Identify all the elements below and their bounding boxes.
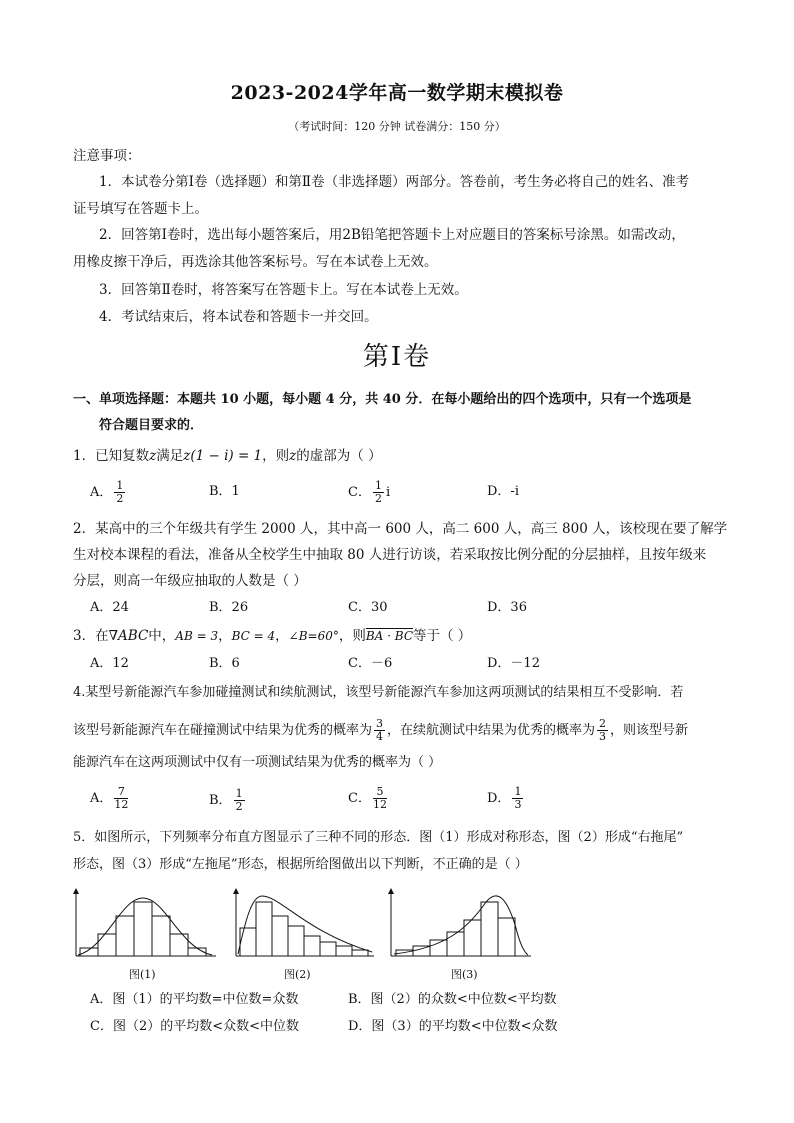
numerator: 3 [376, 717, 384, 730]
q3-option-c[interactable]: C．－6 [348, 656, 393, 671]
fraction [373, 786, 387, 811]
figure-3-caption: 图(3) [451, 968, 478, 981]
question-2-cont: 分层，则高一年级应抽取的人数是（ ） [73, 573, 307, 589]
bar [134, 902, 152, 956]
q1-text: 1．已知复数 [73, 448, 150, 464]
q1-option-c[interactable] [348, 480, 390, 505]
option-label: C． [348, 791, 371, 806]
volume-heading: 第Ⅰ卷 [362, 342, 432, 372]
denominator: 12 [372, 798, 387, 811]
q3-text: ， [218, 628, 232, 644]
notice-item-4: 4．考试结束后，将本试卷和答题卡一并交回。 [99, 309, 378, 325]
notice-heading: 注意事项： [73, 148, 141, 164]
q3-option-a[interactable]: A．12 [90, 656, 129, 671]
bar [240, 928, 256, 956]
q3-option-b[interactable]: B．6 [209, 656, 240, 671]
q3-vector-product: BA · BC [365, 629, 413, 643]
bar [304, 936, 320, 956]
q1-text: 满足 [156, 448, 184, 464]
page-title: 2023-2024学年高一数学期末模拟卷 [230, 82, 564, 104]
bar [498, 918, 515, 956]
fraction [234, 788, 245, 813]
question-4-cont [73, 718, 688, 743]
q3-angle: ∠B=60° [288, 629, 339, 643]
q2-option-c[interactable]: C．30 [348, 600, 388, 615]
option-suffix: i [385, 485, 391, 500]
q3-text: 等于（ ） [413, 628, 472, 644]
q5-option-b[interactable]: B．图（2）的众数<中位数<平均数 [348, 992, 557, 1007]
q5-option-c[interactable]: C．图（2）的平均数<众数<中位数 [90, 1019, 300, 1034]
q3-option-d[interactable]: D．－12 [487, 656, 540, 671]
option-label: A． [90, 485, 113, 500]
q3-side-bc: BC = 4 [231, 629, 276, 643]
q1-var: z [289, 448, 297, 464]
q1-option-a[interactable] [90, 480, 127, 505]
q3-triangle: ∇ABC [108, 628, 149, 644]
q4-option-c[interactable] [348, 786, 389, 811]
bar [288, 926, 304, 956]
bar [481, 902, 498, 956]
density-curve [238, 896, 372, 954]
numerator: 5 [373, 786, 387, 799]
denominator: 3 [514, 798, 522, 811]
option-label: C． [348, 485, 371, 500]
q4-text: 该型号新能源汽车在碰撞测试中结果为优秀的概率为 [73, 723, 373, 738]
q3-text: 3．在 [73, 628, 109, 644]
denominator: 2 [116, 492, 124, 505]
question-1 [73, 446, 382, 466]
numerator: 1 [374, 479, 382, 492]
question-5-cont: 形态，图（3）形成“左拖尾”形态，根据所给图做出以下判断，不正确的是（ ） [73, 857, 528, 872]
question-3 [73, 626, 471, 646]
notice-item-1-cont: 证号填写在答题卡上。 [73, 201, 208, 217]
fraction [114, 480, 125, 505]
question-2-cont: 生对校本课程的看法，准备从全校学生中抽取 80 人进行访谈，若采取按比例分配的分层抽样，且按年级来 [73, 547, 707, 563]
q4-option-d[interactable] [487, 786, 525, 811]
q3-side-ab: AB = 3 [175, 629, 219, 643]
denominator: 4 [376, 730, 384, 743]
q5-option-d[interactable]: D．图（3）的平均数<中位数<众数 [348, 1019, 558, 1034]
q4-text: ，在续航测试中结果为优秀的概率为 [387, 723, 596, 738]
question-5: 5．如图所示，下列频率分布直方图显示了三种不同的形态．图（1）形成对称形态，图（2）形成“右拖尾” [73, 830, 684, 845]
q3-text: 中， [148, 628, 176, 644]
q1-option-d[interactable]: D．-i [487, 484, 519, 499]
q2-option-a[interactable]: A．24 [90, 600, 129, 615]
q4-option-b[interactable] [209, 788, 247, 813]
q4-option-a[interactable] [90, 786, 130, 811]
bar [352, 950, 368, 956]
option-label: D． [487, 791, 511, 806]
q3-text: ， [275, 628, 289, 644]
fraction [597, 718, 608, 743]
q1-equation: z(1 − i) = 1 [183, 448, 263, 464]
question-2: 2．某高中的三个年级共有学生 2000 人，其中高一 600 人，高二 600 人，高三 800 人，该校现在要了解学 [73, 521, 728, 537]
numerator: 1 [514, 785, 522, 798]
fraction [512, 786, 523, 811]
denominator: 2 [374, 492, 382, 505]
numerator: 2 [599, 717, 607, 730]
histogram-3 [391, 891, 531, 956]
numerator: 1 [235, 787, 243, 800]
q1-text: ，则 [262, 448, 290, 464]
denominator: 3 [599, 730, 607, 743]
bar [447, 932, 464, 956]
denominator: 2 [235, 800, 243, 813]
histogram-1 [76, 891, 216, 956]
figure-1-caption: 图(1) [129, 968, 156, 981]
fraction [373, 480, 384, 505]
q4-text: ，则该型号新 [610, 723, 689, 738]
figure-2-caption: 图(2) [284, 968, 311, 981]
bar [152, 916, 170, 956]
question-4-cont: 能源汽车在这两项测试中仅有一项测试结果为优秀的概率为（ ） [73, 755, 442, 770]
bar [98, 934, 116, 956]
bar [320, 942, 336, 956]
section-instructions: 一、单项选择题：本题共 10 小题，每小题 4 分，共 40 分．在每小题给出的四个选项中，只有一个选项是 [73, 392, 692, 407]
notice-item-1: 1．本试卷分第Ⅰ卷（选择题）和第Ⅱ卷（非选择题）两部分。答卷前，考生务必将自己的姓名、准考 [99, 174, 690, 190]
numerator: 7 [114, 786, 128, 799]
exam-info: （考试时间：120 分钟 试卷满分：150 分） [288, 120, 506, 133]
notice-item-2-cont: 用橡皮擦干净后，再选涂其他答案标号。写在本试卷上无效。 [73, 254, 438, 270]
notice-item-2: 2．回答第Ⅰ卷时，选出每小题答案后，用2B铅笔把答题卡上对应题目的答案标号涂黑。如需改动， [99, 227, 685, 243]
bar [116, 916, 134, 956]
q3-text: ，则 [338, 628, 366, 644]
option-label: B． [209, 793, 232, 808]
numerator: 1 [116, 479, 124, 492]
section-instructions-cont: 符合题目要求的． [99, 418, 204, 433]
option-label: A． [90, 791, 113, 806]
bar [336, 946, 352, 956]
q2-option-b[interactable]: B．26 [209, 600, 249, 615]
fraction [114, 786, 128, 811]
notice-item-3: 3．回答第Ⅱ卷时，将答案写在答题卡上。写在本试卷上无效。 [99, 282, 468, 298]
bar [272, 916, 288, 956]
question-4: 4.某型号新能源汽车参加碰撞测试和续航测试，该型号新能源汽车参加这两项测试的结果相互不受影响．若 [73, 685, 684, 700]
q5-option-a[interactable]: A．图（1）的平均数=中位数=众数 [90, 992, 299, 1007]
bar [256, 902, 272, 956]
q1-text: 的虚部为（ ） [296, 448, 382, 464]
q1-option-b[interactable]: B．1 [209, 484, 240, 499]
histogram-2 [236, 891, 374, 956]
fraction [374, 718, 385, 743]
denominator: 12 [114, 798, 129, 811]
q2-option-d[interactable]: D．36 [487, 600, 527, 615]
q1-var: z [149, 448, 157, 464]
